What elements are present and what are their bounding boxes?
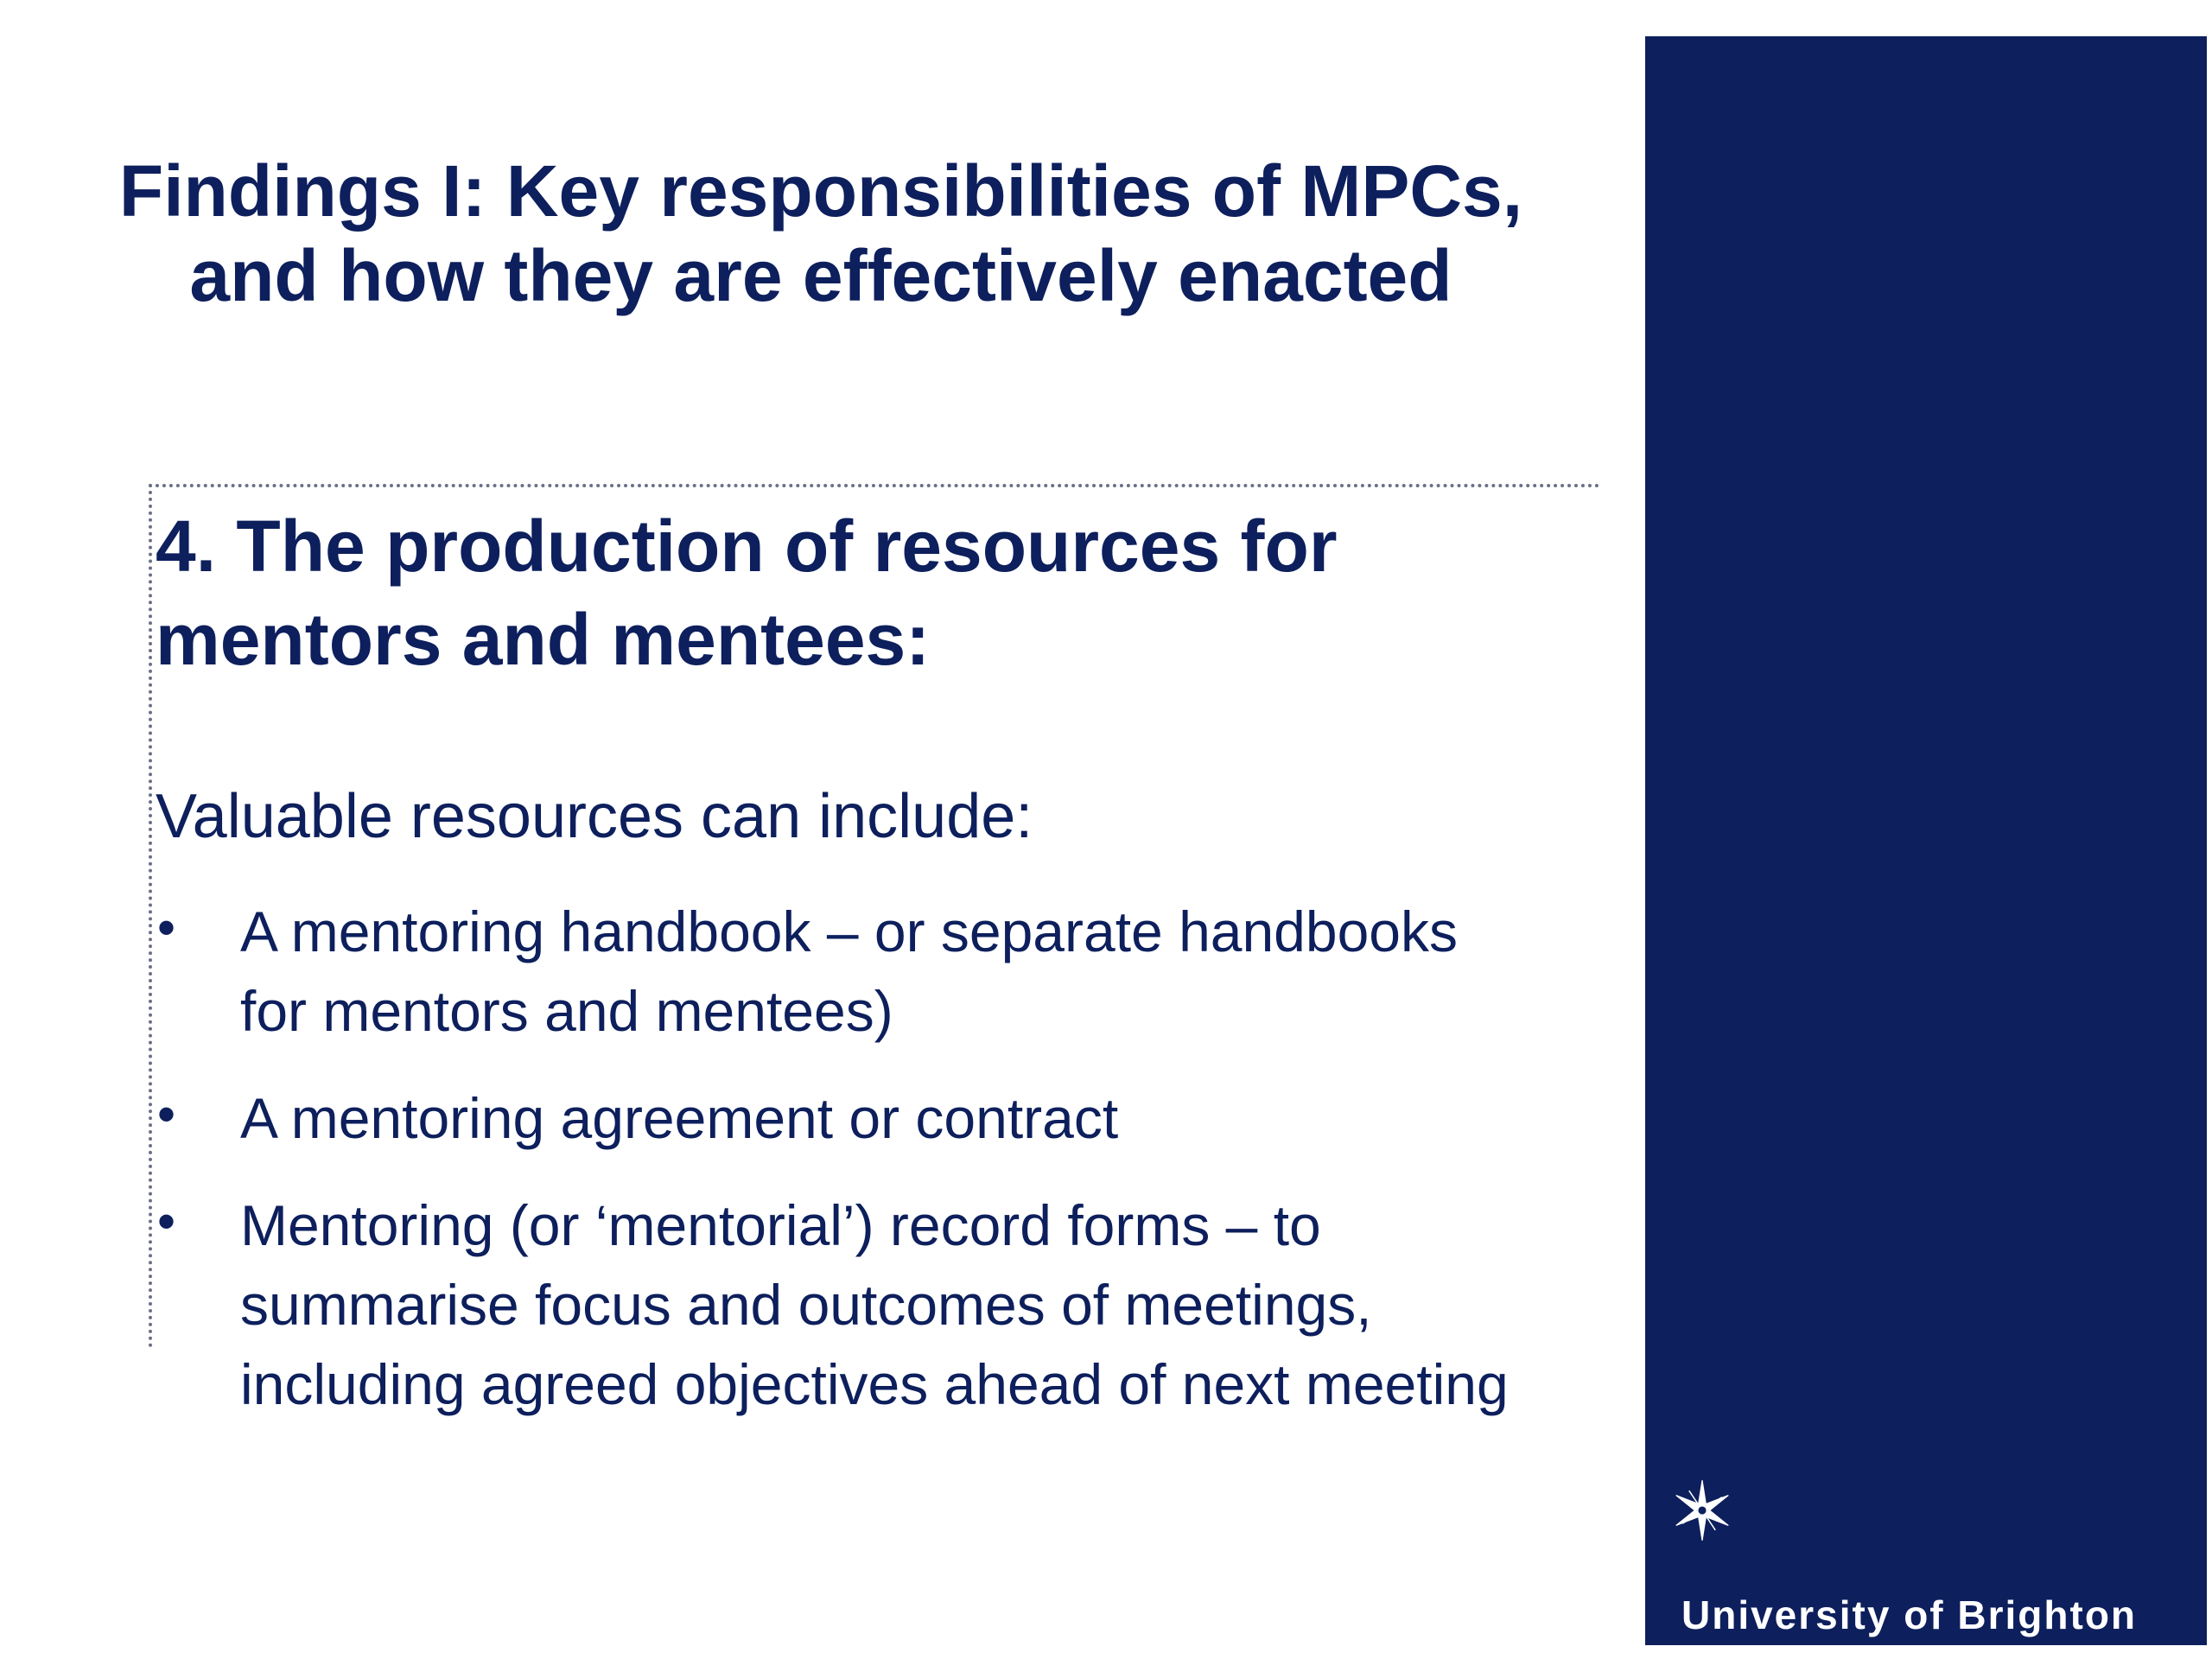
slide-title bbox=[86, 149, 1555, 318]
slide-title-line: Findings I: Key responsibilities of MPCs, bbox=[118, 150, 1523, 232]
list-item bbox=[156, 1185, 1642, 1424]
bullet-icon: • bbox=[157, 899, 176, 957]
section-heading-line: 4. The production of resources for bbox=[156, 505, 1338, 587]
bullet-line: for mentors and mentees) bbox=[240, 979, 893, 1043]
bullet-line: A mentoring handbook – or separate handbooks bbox=[240, 899, 1459, 963]
bullet-icon: • bbox=[157, 1192, 176, 1250]
bullet-text bbox=[240, 892, 1642, 1051]
university-logo-text: University of Brighton bbox=[1681, 1592, 2138, 1637]
list-item bbox=[156, 1078, 1642, 1158]
slide-title-line: and how they are effectively enacted bbox=[189, 235, 1452, 316]
bullet-icon: • bbox=[157, 1085, 176, 1143]
bullet-text bbox=[240, 1185, 1642, 1424]
bullet-line: including agreed objectives ahead of next meeting bbox=[240, 1352, 1509, 1416]
compass-star-icon bbox=[1669, 1478, 1735, 1543]
section-heading bbox=[156, 499, 1338, 686]
brand-panel bbox=[1645, 36, 2207, 1645]
bullet-list bbox=[156, 892, 1642, 1452]
bullet-text bbox=[240, 1078, 1642, 1158]
list-item bbox=[156, 892, 1642, 1051]
section-heading-line: mentors and mentees: bbox=[156, 599, 931, 680]
bullet-line: summarise focus and outcomes of meetings, bbox=[240, 1273, 1372, 1337]
intro-text: Valuable resources can include: bbox=[156, 782, 1033, 851]
bullet-line: Mentoring (or ‘mentorial’) record forms – to bbox=[240, 1193, 1321, 1257]
bullet-line: A mentoring agreement or contract bbox=[240, 1086, 1119, 1150]
